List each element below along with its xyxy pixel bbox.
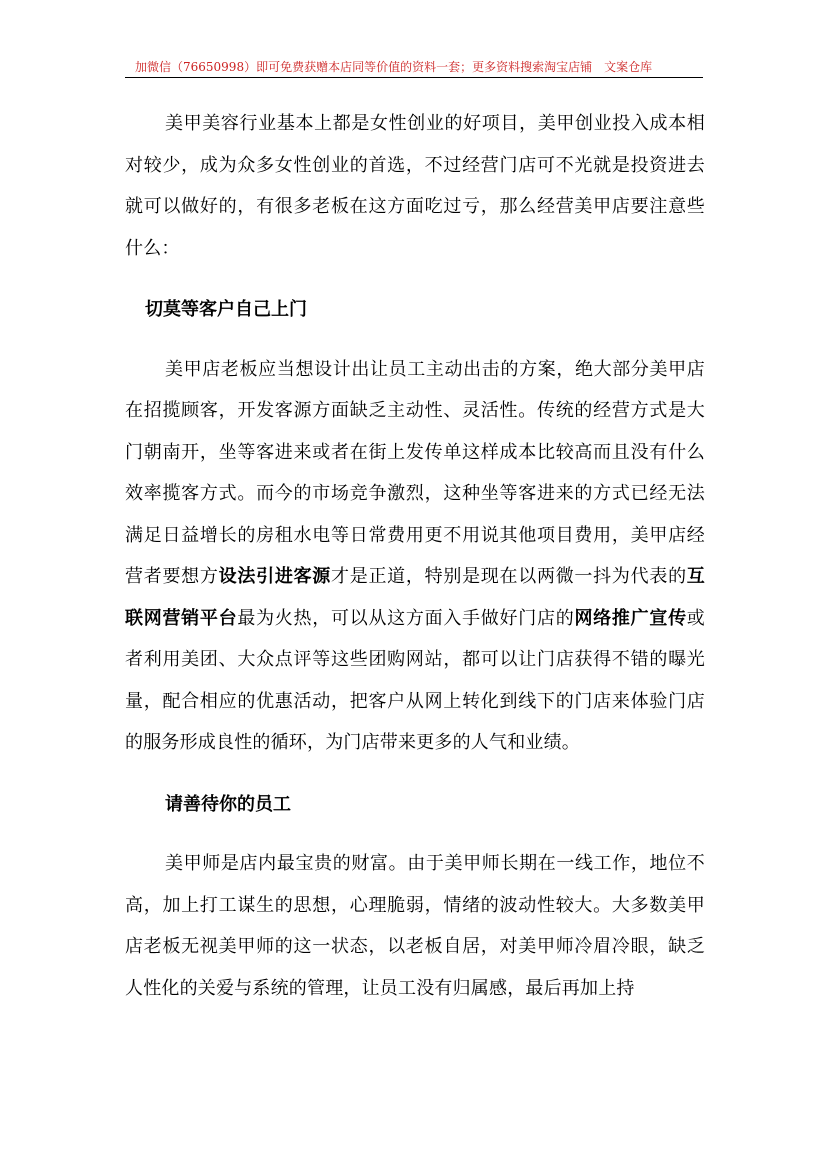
page-header	[125, 58, 703, 78]
spacer	[125, 764, 705, 784]
section2-paragraph: 美甲师是店内最宝贵的财富。由于美甲师长期在一线工作，地位不高，加上打工谋生的思想，心理脆弱，情绪的波动性较大。大多数美甲店老板无视美甲师的这一状态，以老板自居，对美甲师冷眉冷眼，缺乏人性化的关爱与系统的管理，让员工没有归属感，最后再加上持	[125, 853, 705, 999]
section1-paragraph	[125, 349, 705, 764]
section1-text-part2: 才是正道，特别是现在以两微一抖为代表的	[331, 566, 687, 587]
section1-text-part3: 最为火热，可以从这方面入手做好门店的	[237, 607, 575, 629]
section1-text-part4: 或者利用美团、大众点评等这些团购网站，都可以让门店获得不错的曝光量，配合相应的优惠活动，把客户从网上转化到线下的门店来体验门店的服务形成良性的循环，为门店带来更多的人气和业绩。	[125, 607, 705, 753]
header-shop-name: 文案仓库	[604, 60, 653, 74]
document-body	[125, 103, 705, 1009]
section-heading-employees: 请善待你的员工	[165, 793, 291, 815]
spacer	[125, 825, 705, 843]
intro-paragraph: 美甲美容行业基本上都是女性创业的好项目，美甲创业投入成本相对较少，成为众多女性创业的首选，不过经营门店可不光就是投资进去就可以做好的，有很多老板在这方面吃过亏，那么经营美甲店要注意些什么：	[125, 113, 705, 259]
section-heading-customers: 切莫等客户自己上门	[145, 299, 307, 320]
bold-phrase-online-promotion: 网络推广宣传	[574, 607, 687, 629]
section1-text-part1: 美甲店老板应当想设计出让员工主动出击的方案，绝大部分美甲店在招揽顾客，开发客源方面缺乏主动性、灵活性。传统的经营方式是大门朝南开，坐等客进来或者在街上发传单这样成本比较高而且没有什么效率揽客方式。而今的市场竞争激烈，这种坐等客进来的方式已经无法满足日益增长的房租水电等日常费用更不用说其他项目费用，美甲店经营者要想方	[125, 358, 705, 587]
bold-phrase-internet-platform: 互联网营销平台	[125, 566, 705, 629]
spacer	[125, 269, 705, 289]
spacer	[125, 331, 705, 349]
bold-phrase-attract-customers: 设法引进客源	[218, 566, 331, 587]
header-promo-text: 加微信（76650998）即可免费获赠本店同等价值的资料一套；更多资料搜索淘宝店铺	[135, 60, 593, 74]
